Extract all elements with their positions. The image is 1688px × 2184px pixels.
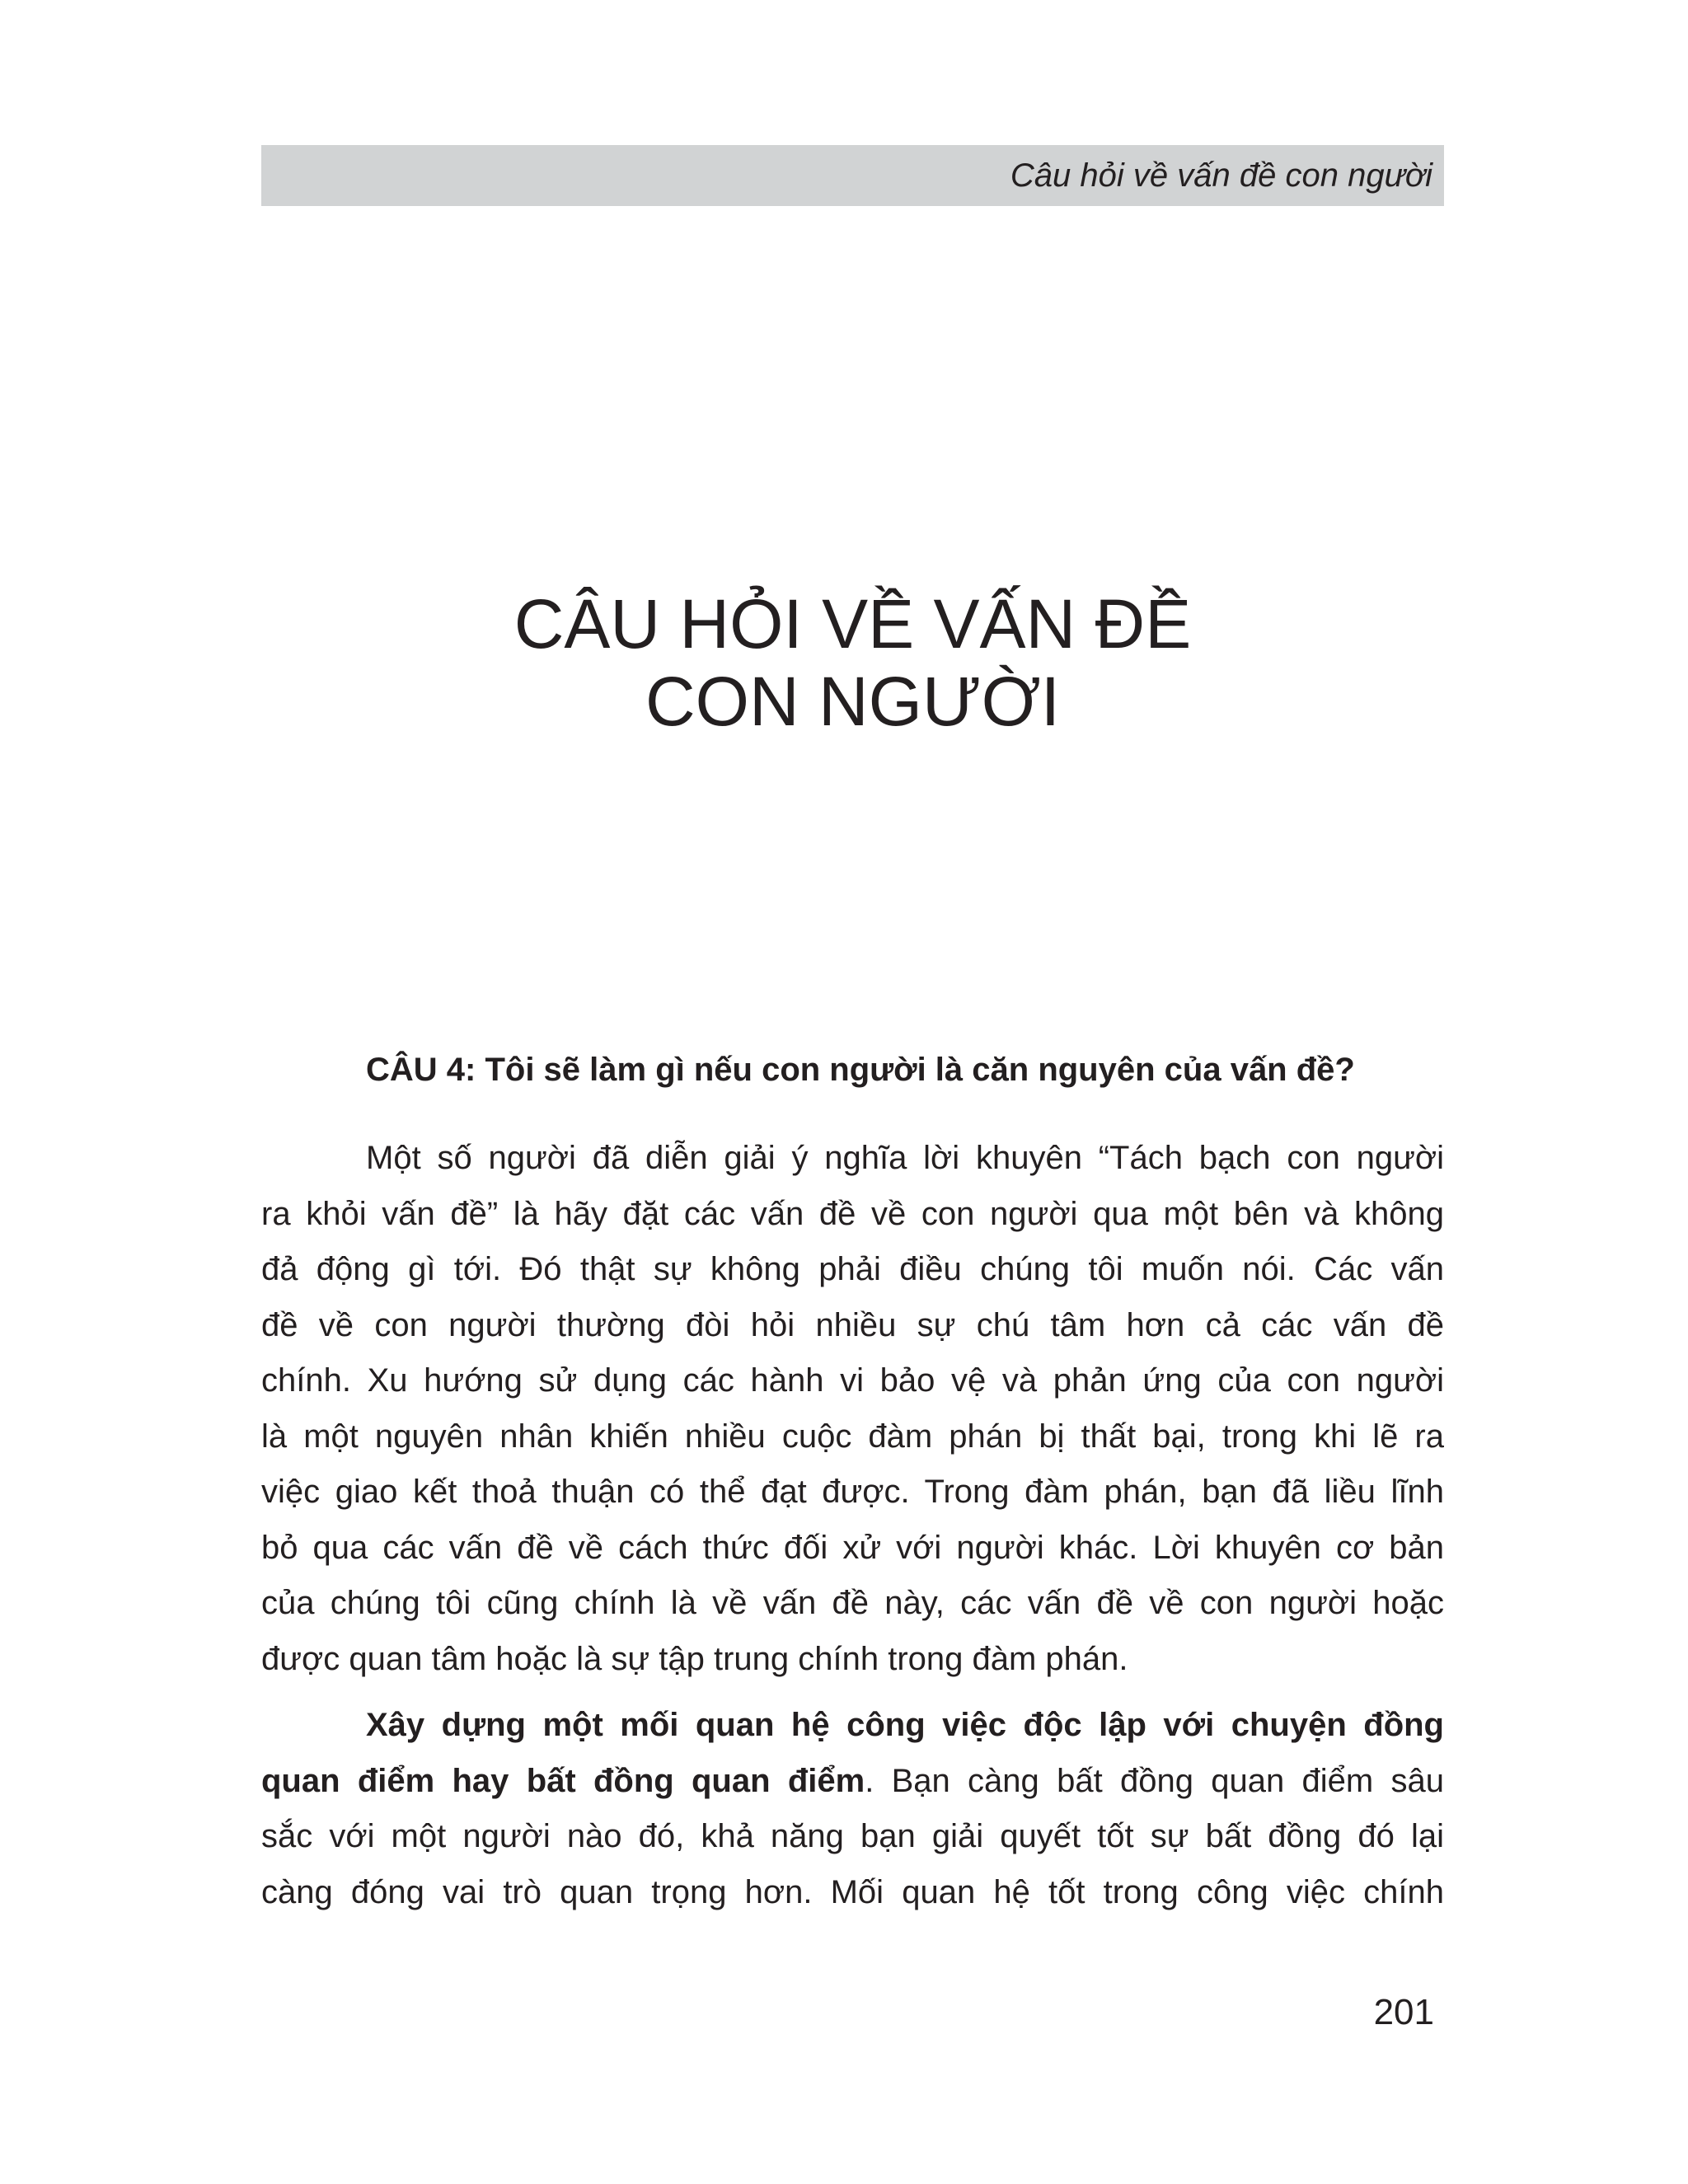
chapter-title-line-1: CÂU HỎI VỀ VẤN ĐỀ xyxy=(513,585,1192,663)
paragraph-2 xyxy=(261,1698,1444,1920)
running-header-title: Câu hỏi về vấn đề con người xyxy=(1010,157,1432,194)
chapter-title xyxy=(261,585,1444,740)
paragraph-2-line xyxy=(261,1754,1444,1810)
paragraph-2-line-rest: . Bạn càng bất đồng quan điểm sâu xyxy=(865,1762,1444,1799)
paragraph-1-line: được quan tâm hoặc là sự tập trung chính trong đàm phán. xyxy=(261,1640,1128,1677)
paragraph-2-bold-line: Xây dựng một mối quan hệ công việc độc lập với chuyện đồng xyxy=(366,1707,1444,1743)
question-heading: CÂU 4: Tôi sẽ làm gì nếu con người là căn nguyên của vấn đề? xyxy=(366,1052,1355,1088)
paragraph-1-line: việc giao kết thoả thuận có thể đạt được. Trong đàm phán, bạn đã liều lĩnh xyxy=(261,1474,1444,1510)
paragraph-2-line: càng đóng vai trò quan trọng hơn. Mối quan hệ tốt trong công việc chính xyxy=(261,1873,1444,1910)
paragraph-1-line: là một nguyên nhân khiến nhiều cuộc đàm phán bị thất bại, trong khi lẽ ra xyxy=(261,1418,1444,1455)
paragraph-1-line: ra khỏi vấn đề” là hãy đặt các vấn đề về con người qua một bên và không xyxy=(261,1195,1444,1232)
running-header xyxy=(261,145,1444,206)
paragraph-1-line: bỏ qua các vấn đề về cách thức đối xử với người khác. Lời khuyên cơ bản xyxy=(261,1529,1444,1566)
page-number: 201 xyxy=(1373,1992,1434,2032)
paragraph-1-line: đả động gì tới. Đó thật sự không phải điều chúng tôi muốn nói. Các vấn xyxy=(261,1251,1444,1287)
paragraph-1-line: đề về con người thường đòi hỏi nhiều sự chú tâm hơn cả các vấn đề xyxy=(261,1306,1444,1343)
paragraph-1-line: của chúng tôi cũng chính là về vấn đề này, các vấn đề về con người hoặc xyxy=(261,1585,1444,1621)
paragraph-1-line: Một số người đã diễn giải ý nghĩa lời khuyên “Tách bạch con người xyxy=(366,1140,1444,1176)
paragraph-1 xyxy=(261,1131,1444,1687)
paragraph-1-line: chính. Xu hướng sử dụng các hành vi bảo vệ và phản ứng của con người xyxy=(261,1362,1444,1399)
paragraph-2-bold-phrase: quan điểm hay bất đồng quan điểm xyxy=(261,1762,865,1799)
paragraph-2-line: sắc với một người nào đó, khả năng bạn giải quyết tốt sự bất đồng đó lại xyxy=(261,1818,1444,1854)
chapter-title-line-2: CON NGƯỜI xyxy=(645,663,1061,740)
